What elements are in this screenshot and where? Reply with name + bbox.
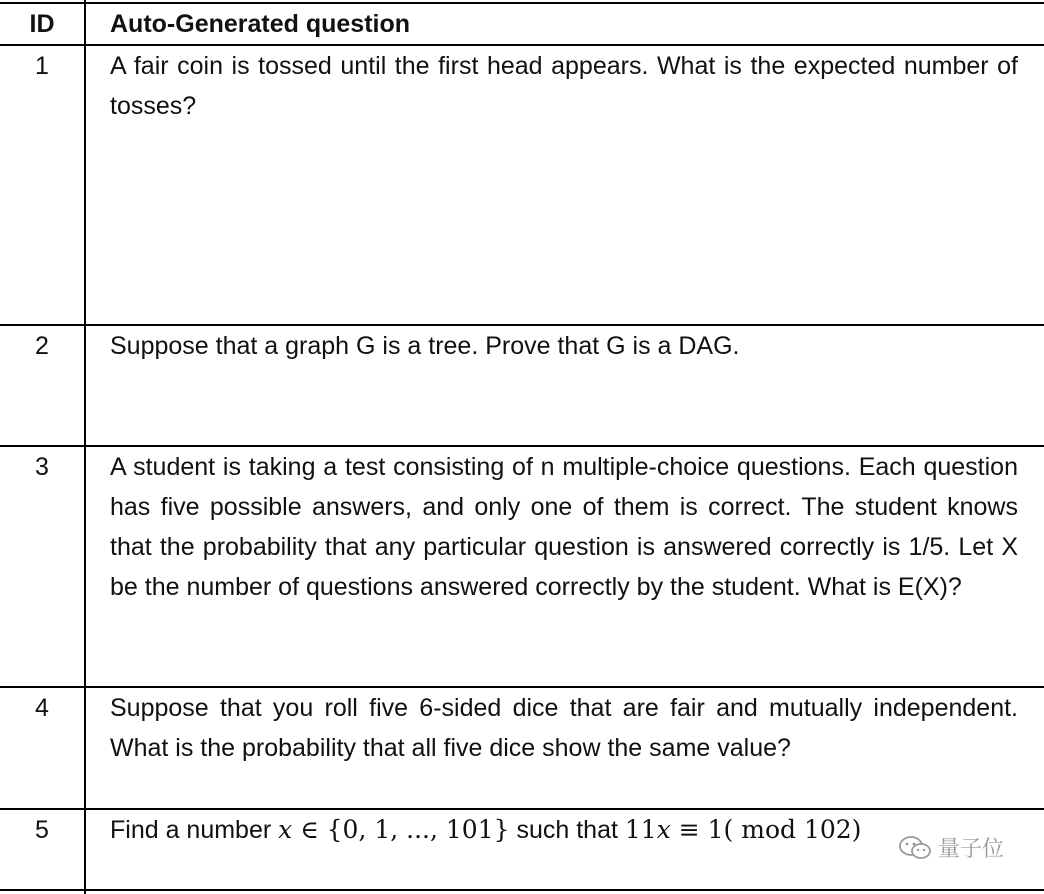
row-5-set: ∈ {0, 1, ..., 101}	[292, 815, 510, 844]
row-5-math-x	[278, 815, 509, 844]
row-2-question: Suppose that a graph G is a tree. Prove that G is a DAG.	[110, 332, 740, 360]
row-1-question: A fair coin is tossed until the first head appears. What is the expected number of tosses?	[110, 52, 1018, 120]
row-5-coef: 11	[624, 815, 657, 844]
wechat-bubble-icon	[898, 835, 932, 861]
column-divider	[84, 0, 86, 894]
row-5-congruence-rhs: ≡ 1( mod 102)	[670, 815, 862, 844]
row-5-id: 5	[35, 816, 49, 844]
watermark-text: 量子位	[938, 837, 1005, 862]
row-5-congruence	[625, 815, 862, 844]
row-3-question: A student is taking a test consisting of n multiple-choice questions. Each question has five possible answers, and only one of them is correct. The student knows that the probability that any particular question is answered correctly is 1/5. Let X be the number of questions answered correctly by the student. What is E(X)?	[110, 453, 1018, 601]
watermark	[898, 832, 1004, 863]
row-4-question: Suppose that you roll five 6-sided dice that are fair and mutually independent. What is the probability that all five dice show the same value?	[110, 694, 1018, 762]
row-5-var-x: x	[278, 815, 293, 844]
table-bottom-rule	[0, 889, 1044, 891]
row-5-middle: such that	[509, 816, 625, 844]
row-2-id: 2	[35, 332, 49, 360]
row-4-id: 4	[35, 694, 49, 722]
header-question: Auto-Generated question	[110, 10, 411, 38]
header-id: ID	[29, 10, 55, 38]
row-5-question	[110, 810, 1018, 850]
row-5-var-x2: x	[656, 815, 671, 844]
row-5-prefix: Find a number	[110, 816, 279, 844]
row-3-id: 3	[35, 453, 49, 481]
row-1-id: 1	[35, 52, 49, 80]
